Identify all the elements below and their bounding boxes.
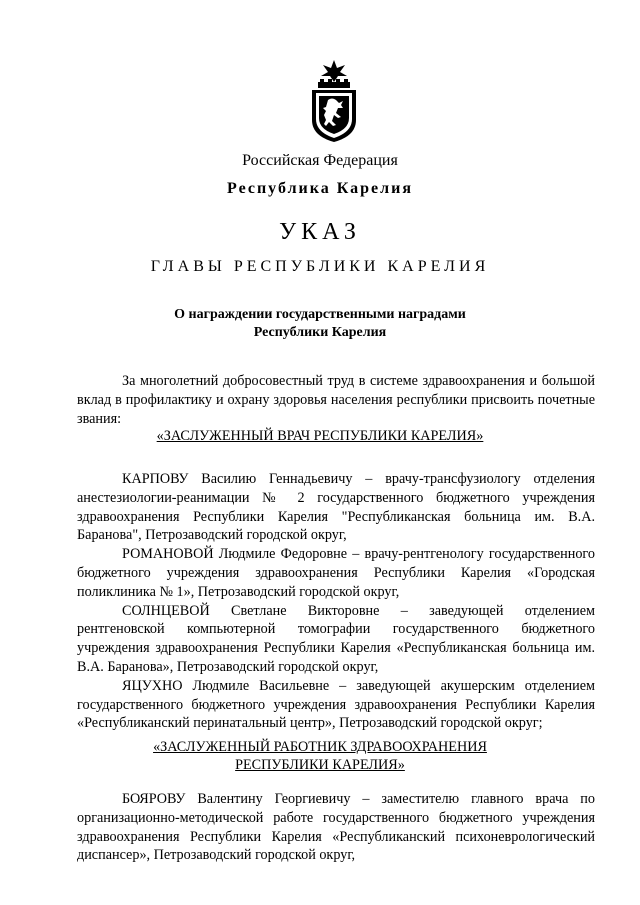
decree-title	[0, 306, 640, 342]
karelia-coat-of-arms-icon	[306, 58, 362, 144]
award-entry: КАРПОВУ Василию Геннадьевичу – врачу-трансфузиологу отделения анестезиологии-реанимации № 2 государственного бюджетного учреждения здравоохранения Республики Карелия "Республиканская больница им. В.А. Баранова", Петрозаводский городской округ,	[77, 471, 595, 544]
award-entry: ЯЦУХНО Людмиле Васильевне – заведующей акушерским отделением государственного бюджетного учреждения здравоохранения Республики Карелия «Республиканский перинатальный центр», Петрозаводский городской округ;	[77, 677, 595, 732]
award-entry: РОМАНОВОЙ Людмиле Федоровне – врачу-рентгенологу государственного бюджетного учреждения здравоохранения Республики Карелия «Городская поликлиника № 1», Петрозаводский городской округ,	[77, 546, 595, 600]
issuer: ГЛАВЫ РЕСПУБЛИКИ КАРЕЛИЯ	[150, 258, 490, 275]
country-name: Российская Федерация	[242, 152, 398, 169]
decree-title-line1: О награждении государственными наградами	[174, 307, 466, 322]
decree-title-line2: Республики Карелия	[253, 325, 387, 340]
section1-heading: «ЗАСЛУЖЕННЫЙ ВРАЧ РЕСПУБЛИКИ КАРЕЛИЯ»	[156, 428, 484, 444]
section2-heading	[0, 738, 640, 774]
award-entry: БОЯРОВУ Валентину Георгиевичу – заместителю главного врача по организационно-методической работе государственного бюджетного учреждения здравоохранения Республики Карелия «Республиканский психоневрологический диспансер», Петрозаводский городской округ,	[77, 791, 595, 864]
document-type: УКАЗ	[279, 219, 361, 245]
intro-paragraph: За многолетний добросовестный труд в системе здравоохранения и большой вклад в профилактику и охрану здоровья населения республики присвоить почетные звания:	[77, 373, 595, 427]
section2-entries	[77, 790, 595, 865]
section2-heading-line2: РЕСПУБЛИКИ КАРЕЛИЯ»	[235, 757, 405, 773]
section1-entries	[77, 470, 595, 733]
award-entry: СОЛНЦЕВОЙ Светлане Викторовне – заведующей отделением рентгеновской компьютерной томографии государственного бюджетного учреждения здравоохранения Республики Карелия «Республиканская больница им. В.А. Баранова», Петрозаводский городской округ,	[77, 602, 595, 675]
section2-heading-line1: «ЗАСЛУЖЕННЫЙ РАБОТНИК ЗДРАВООХРАНЕНИЯ	[153, 739, 487, 755]
republic-name: Республика Карелия	[227, 180, 413, 197]
